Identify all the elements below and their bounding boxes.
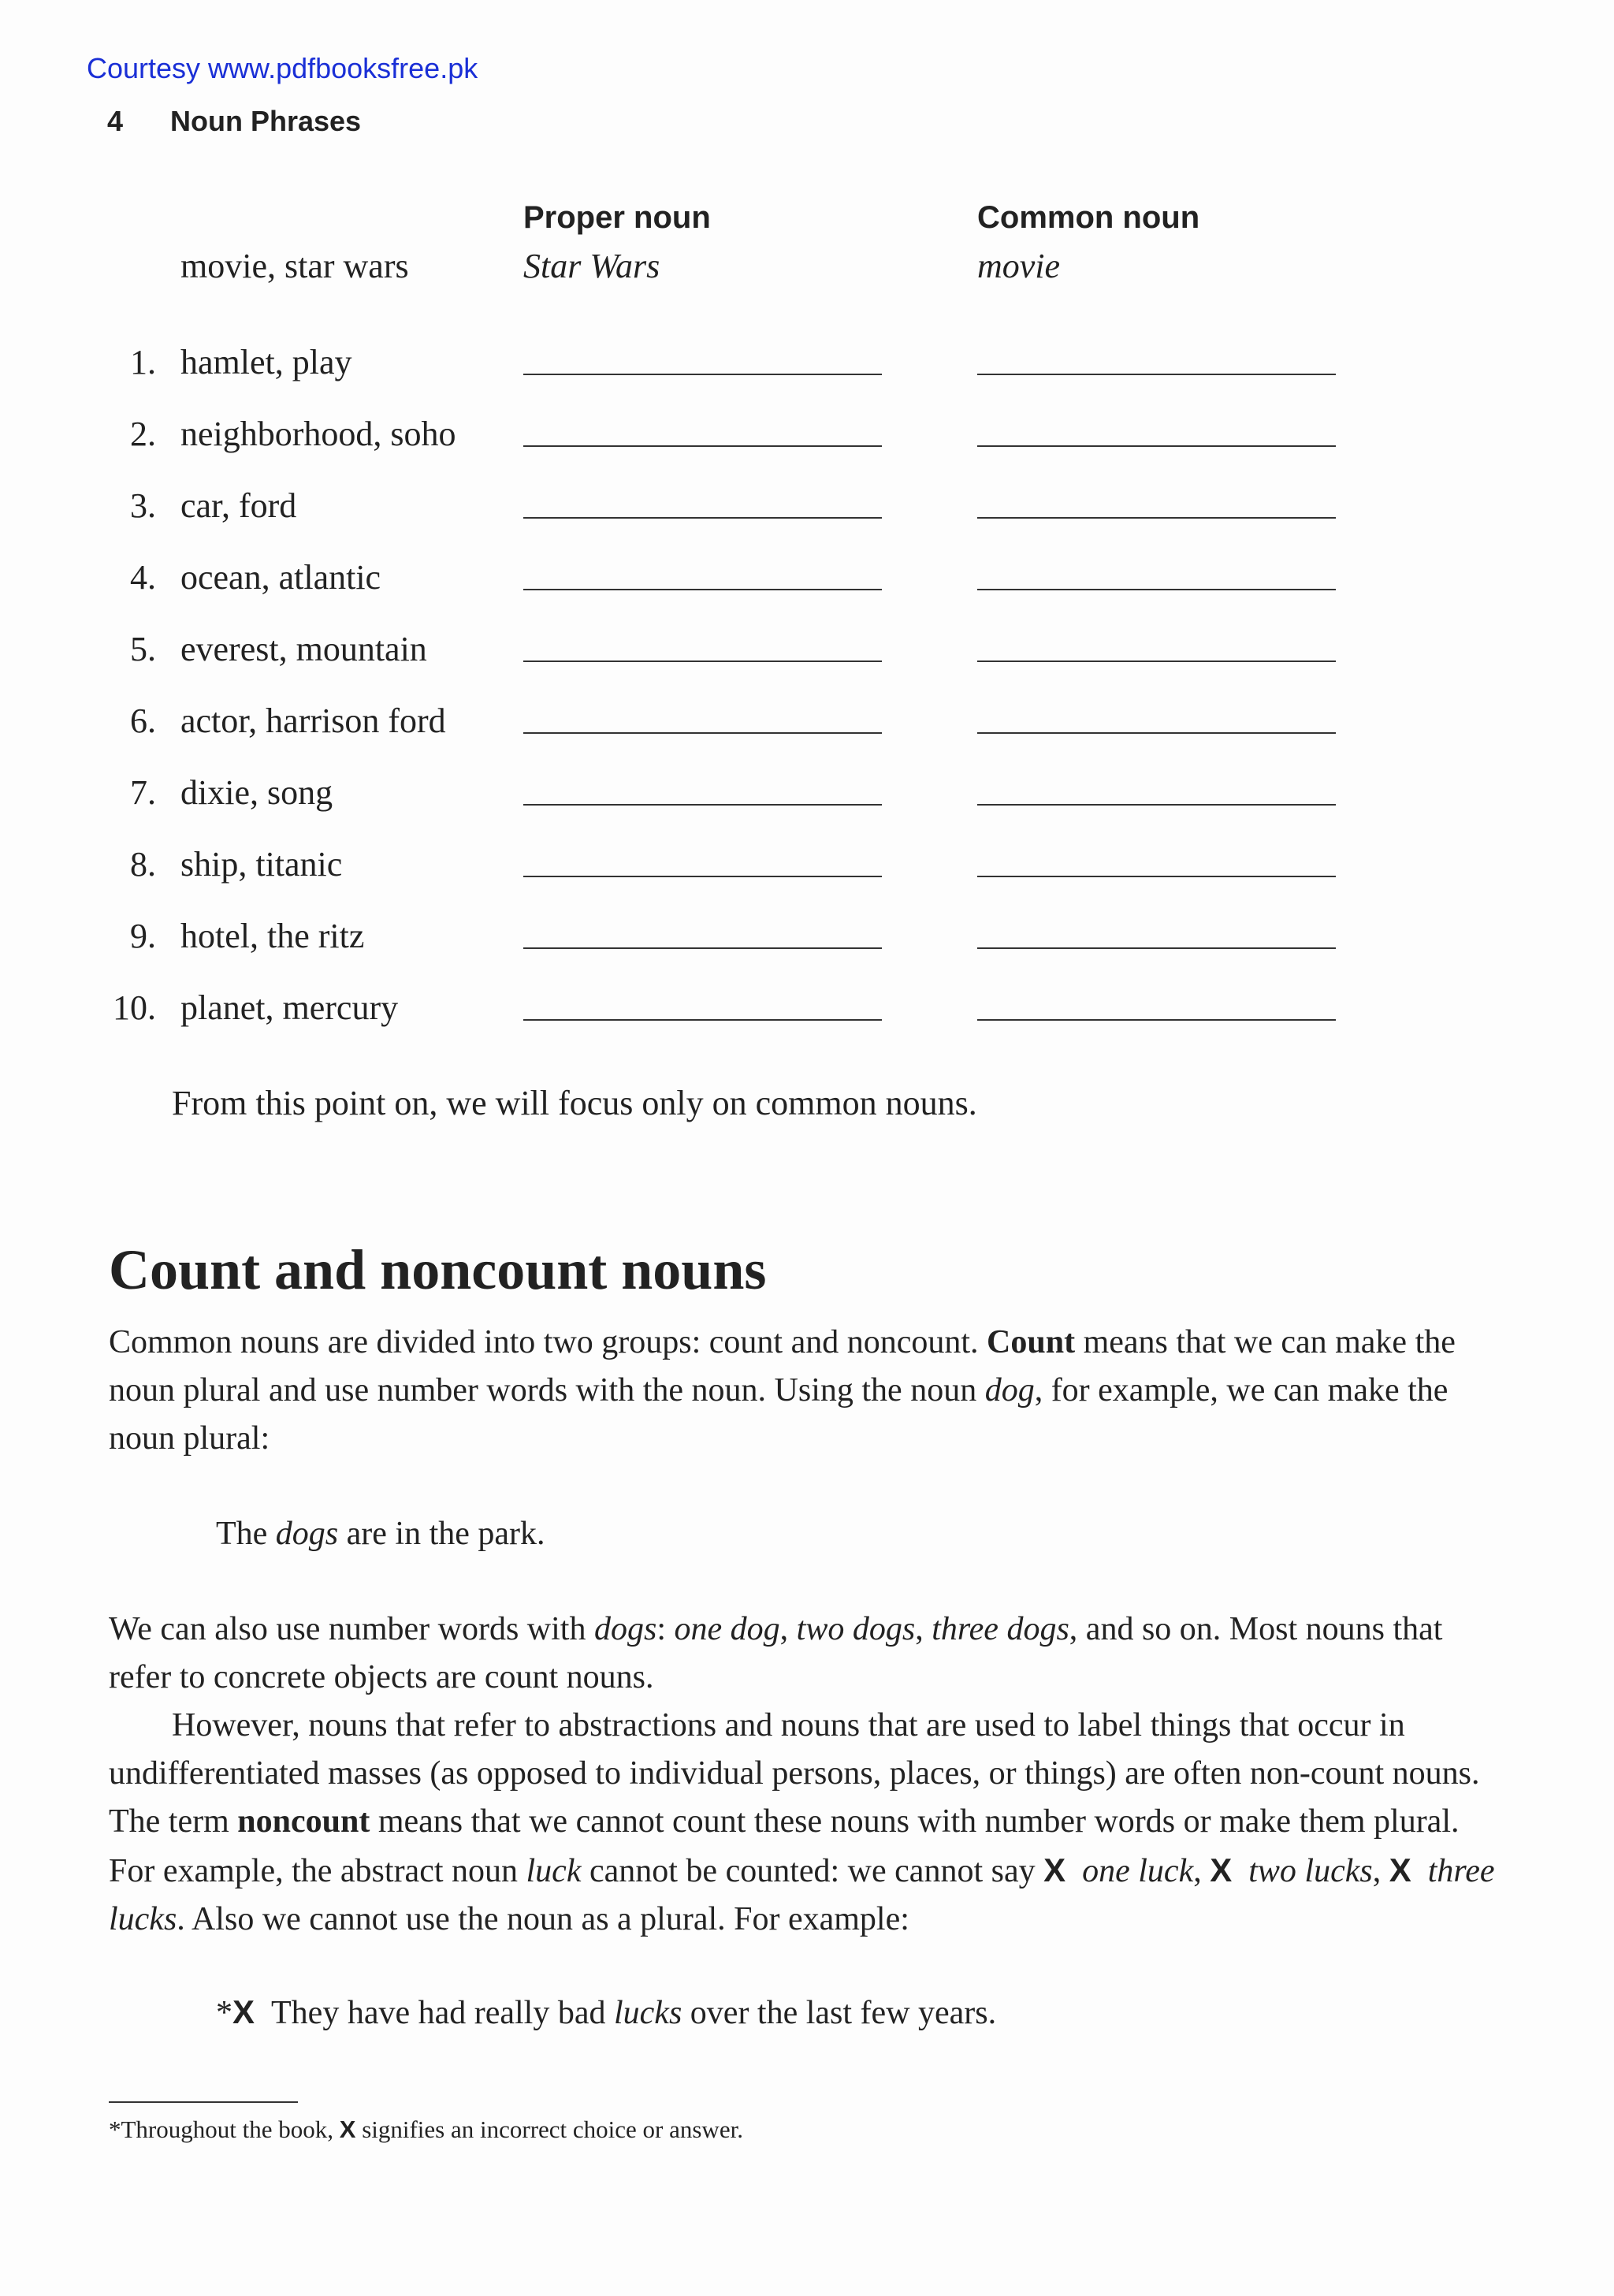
example-sentence-lucks: *X They have had really bad lucks over the last few years. — [216, 1993, 997, 2031]
common-answer-blank[interactable] — [977, 589, 1336, 590]
paragraph-count-noncount: We can also use number words with dogs: one dog, two dogs, three dogs, and so on. Most nouns that refer to concrete objects are count nouns. However, nouns that refer to abstractions and nouns that are used to label things that occur in undifferentiated masses (as opposed to individual persons, places, or things) are often non-count nouns. The term noncount means that we cannot count these nouns with number words or make them plural. For example, the abstract noun luck cannot be counted: we cannot say X one luck, X two lucks, X three lucks. Also we cannot use the noun as a plural. For example: — [109, 1611, 1495, 1937]
incorrect-mark-icon: X — [232, 1993, 255, 2030]
footnote: *Throughout the book, X signifies an incorrect choice or answer. — [109, 2116, 743, 2143]
proper-answer-blank[interactable] — [523, 876, 882, 877]
incorrect-mark-icon: X — [1043, 1851, 1066, 1889]
item-words: ship, titanic — [180, 845, 343, 884]
item-number: 7. — [130, 773, 156, 812]
item-words: neighborhood, soho — [180, 415, 456, 453]
item-number: 6. — [130, 701, 156, 740]
item-number: 9. — [130, 917, 156, 955]
item-number: 2. — [130, 415, 156, 453]
proper-answer-blank[interactable] — [523, 517, 882, 519]
incorrect-mark-icon: X — [339, 2116, 356, 2143]
running-head — [107, 105, 361, 138]
item-words: everest, mountain — [180, 630, 427, 668]
page-number: 4 — [107, 105, 124, 137]
common-answer-blank[interactable] — [977, 732, 1336, 734]
common-answer-blank[interactable] — [977, 876, 1336, 877]
common-answer-blank[interactable] — [977, 445, 1336, 447]
item-words: actor, harrison ford — [180, 701, 446, 740]
item-words: hotel, the ritz — [180, 917, 365, 955]
proper-answer-blank[interactable] — [523, 589, 882, 590]
incorrect-mark-icon: X — [1210, 1851, 1233, 1889]
item-words: hamlet, play — [180, 343, 352, 381]
column-header-proper: Proper noun — [523, 200, 711, 235]
item-words: dixie, song — [180, 773, 333, 812]
item-number: 1. — [130, 343, 156, 381]
item-words: ocean, atlantic — [180, 558, 381, 597]
item-number: 10. — [113, 988, 156, 1027]
courtesy-link[interactable]: Courtesy www.pdfbooksfree.pk — [87, 52, 478, 84]
proper-answer-blank[interactable] — [523, 732, 882, 734]
column-header-common: Common noun — [977, 200, 1200, 235]
common-answer-blank[interactable] — [977, 374, 1336, 375]
common-answer-blank[interactable] — [977, 804, 1336, 806]
proper-answer-blank[interactable] — [523, 947, 882, 949]
common-answer-blank[interactable] — [977, 661, 1336, 662]
example-proper: Star Wars — [523, 247, 660, 285]
item-number: 4. — [130, 558, 156, 597]
common-answer-blank[interactable] — [977, 947, 1336, 949]
proper-answer-blank[interactable] — [523, 374, 882, 375]
example-words: movie, star wars — [180, 247, 409, 285]
example-sentence-dogs: The dogs are in the park. — [216, 1516, 545, 1552]
exercise-note: From this point on, we will focus only on common nouns. — [172, 1084, 977, 1122]
proper-answer-blank[interactable] — [523, 1019, 882, 1021]
footnote-rule — [109, 2101, 298, 2103]
proper-answer-blank[interactable] — [523, 804, 882, 806]
common-answer-blank[interactable] — [977, 1019, 1336, 1021]
item-number: 5. — [130, 630, 156, 668]
proper-answer-blank[interactable] — [523, 661, 882, 662]
item-number: 8. — [130, 845, 156, 884]
item-number: 3. — [130, 486, 156, 525]
section-title: Count and noncount nouns — [109, 1238, 767, 1301]
paragraph-count-definition: Common nouns are divided into two groups: count and noncount. Count means that we can make the noun plural and use number words with the noun. Using the noun dog, for example, we can make the noun plural: — [109, 1324, 1456, 1457]
proper-answer-blank[interactable] — [523, 445, 882, 447]
common-answer-blank[interactable] — [977, 517, 1336, 519]
item-words: car, ford — [180, 486, 297, 525]
running-title: Noun Phrases — [170, 105, 362, 137]
item-words: planet, mercury — [180, 988, 399, 1027]
incorrect-mark-icon: X — [1389, 1851, 1411, 1889]
example-common: movie — [977, 247, 1061, 285]
